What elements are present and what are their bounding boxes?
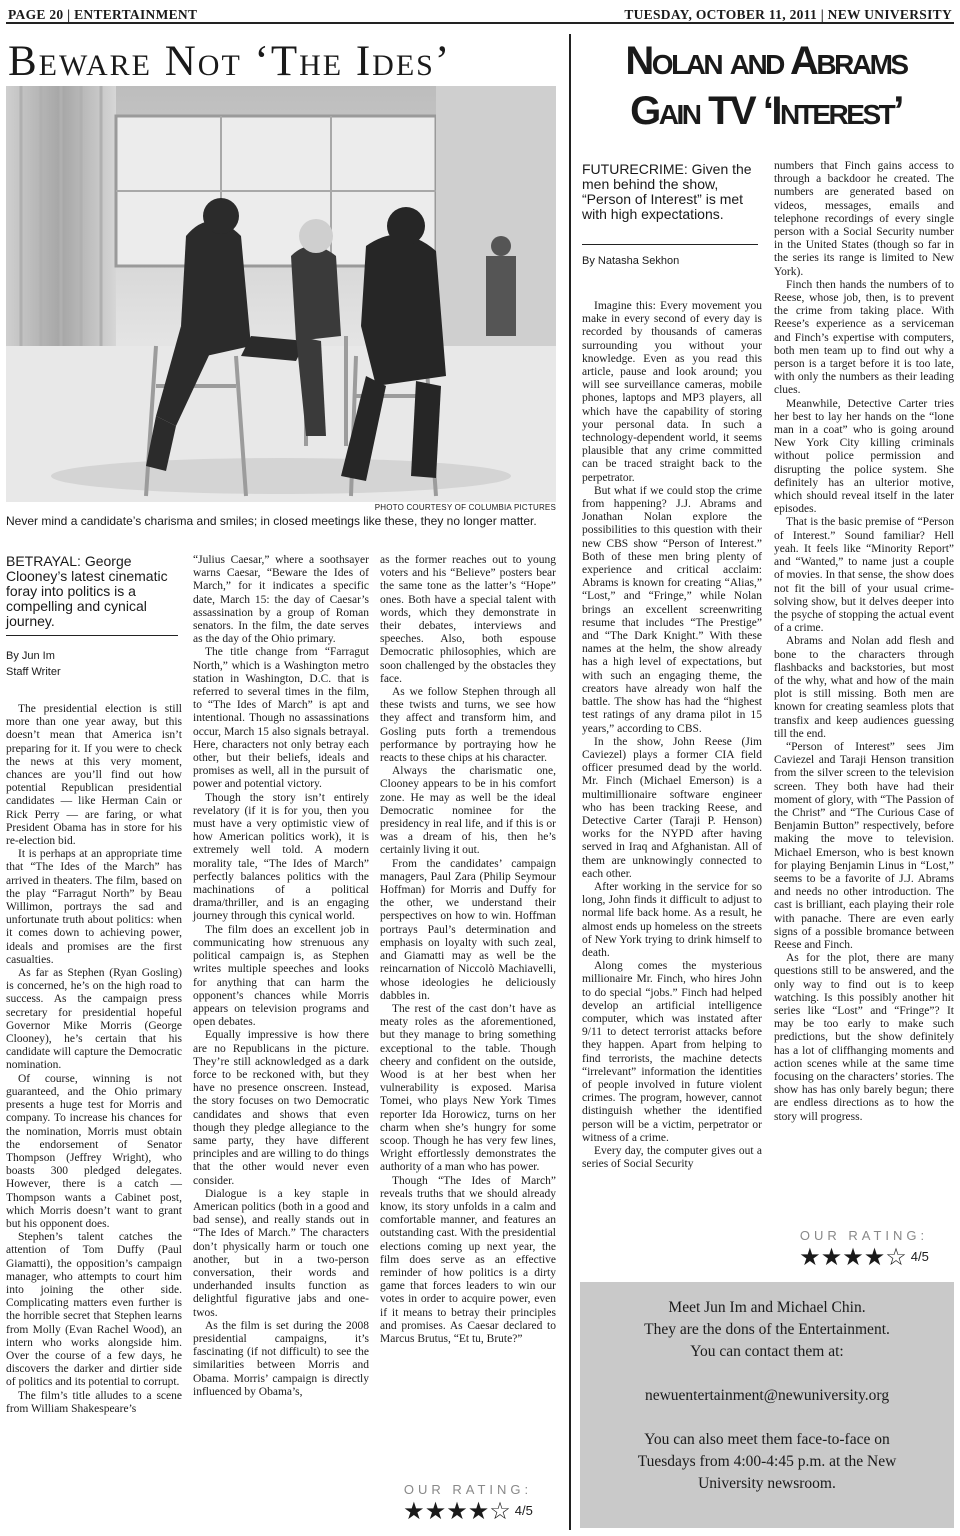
- contact-line: They are the dons of the Entertainment.: [644, 1321, 890, 1338]
- paragraph: Imagine this: Every movement you make in every second of every day is recorded by thousands of cameras surrounding you without your knowledge. Even as you read this article, pause and look around; you will see surveillance cameras, mobile phones, laptops and MP3 players, all which have the capability of storing your personal data. In such a technology-dependent world, it seems plausible that any crime committed can be traced straight back to the perpetrator.: [582, 300, 762, 484]
- rating-label: OUR RATING:: [403, 1482, 533, 1497]
- left-author: By Jun Im: [6, 650, 55, 662]
- left-body-col1: [6, 703, 182, 1416]
- right-headline: [578, 36, 954, 136]
- paragraph: Though the story isn’t entirely revelatory (if it is for you, then you must have a very optimistic view of how American politics work), it is extremely well told. A modern morality tale, “The Ides of March” perfectly balances politics with the machinations of a political drama/thriller, and is an engaging journey through this cynical world.: [193, 791, 369, 923]
- paragraph: The film does an excellent job in communicating how strenuous any political campaign is, as Stephen writes multiple speeches and looks for anything that can harm the opponent’s chances while Morris appears on television programs and open debates.: [193, 923, 369, 1029]
- paragraph: As for the plot, there are many questions still to be answered, and the only way to find out is to keep watching. Is this possibly another hit series like “Lost” and “Fringe”? It may be too early to make such predictions, but the show definitely has a lot of cliffhanging moments and action scenes while at the same time focusing on the characters’ stories. The show has has only barely begun; there are endless directions as to how the story will progress.: [774, 952, 954, 1123]
- left-rating: [380, 1482, 556, 1526]
- paragraph: But what if we could stop the crime from happening? J.J. Abrams and Jonathan Nolan explore the possibilities to this question with their new CBS show “Person of Interest.” Both of these men bring plenty of experience and critical acclaim: Abrams is known for creating “Alias,” “Lost,” and “Fringe,” while Nolan brings an excellent screenwriting resume that includes “The Prestige” and “The Dark Knight.” With these names at the helm, the show already has a high level of expectations, but with such an engaging theme, the creators have already won half the battle. The show has had the “highest test ratings of any drama pilot in 15 years,” according to CBS.: [582, 484, 762, 735]
- contact-line: Tuesdays from 4:00-4:45 p.m. at the New: [637, 1453, 897, 1470]
- paragraph: “Julius Caesar,” where a soothsayer warns Caesar, “Beware the Ides of March,” for it indicates a specific date, March 15: the day of Caesar’s assassination by a group of Roman senators. In the film, the date serves as the day of the Ohio primary.: [193, 554, 369, 646]
- paragraph: Every day, the computer gives out a series of Social Security: [582, 1145, 762, 1171]
- rating-stars-icon: ★★★★☆: [403, 1498, 511, 1525]
- paragraph: Dialogue is a key staple in American politics (both in a good and bad sense), and really stands out in “The Ides of March.” The characters don’t physically harm or touch one another, but in a two-person conversation, their words and underhanded insults function as delightful figurative jabs and one-twos.: [193, 1187, 369, 1319]
- contact-line: University newsroom.: [698, 1475, 836, 1492]
- right-body-col2: [774, 160, 954, 1124]
- paragraph: It is perhaps at an appropriate time that “The Ides of the March” has arrived in theaters. The film, based on the play “Farragut North” by Beau Willimon, portrays the sad and unfortunate truth about politics: when it comes down to achieving power, ideals and promises are the first casualties.: [6, 848, 182, 966]
- left-article-col1: [6, 553, 182, 1416]
- paragraph: Though “The Ides of March” reveals truths that we should already know, its story unfolds in a calm and comfortable manner, and features an outstanding cast. With the presidential elections coming up next year, the film does serve as an effective reminder of how politics is a dirty game that forces leaders to win our votes in order to acquire power, even if it means to betray their principles and promises. As Caesar declared to Marcus Brutus, “Et tu, Brute?”: [380, 1174, 556, 1345]
- right-deck: FUTURECRIME: Given the men behind the show, “Person of Interest” is met with high expectations.: [582, 161, 752, 222]
- paragraph: As we follow Stephen through all these twists and turns, we see how they affect and transform him, and Gosling puts forth a tremendous performance by portraying how he reacts to these chips at his character.: [380, 686, 556, 765]
- right-author: By Natasha Sekhon: [582, 244, 758, 270]
- paragraph: Equally impressive is how there are no Republicans in the picture. They’re still acknowledged as a dark force to be reckoned with, but they have no presence onscreen. Instead, the story focuses on two Democratic candidates and shows that even though they pledge allegiance to the same party, they have different principles and are willing to do things that the other would never even consider.: [193, 1029, 369, 1187]
- paragraph: The title change from “Farragut North,” which is a Washington metro station in Washington, D.C. that is referred to several times in the film, to “The Ides of March” is apt and intentional. Though no assassinations occur, March 15 also signals betrayal. Here, characters not only betray each other, but their beliefs, ideals and promises as well, all in the pursuit of power and potential victory.: [193, 646, 369, 791]
- paragraph: The film’s title alludes to a scene from William Shakespeare’s: [6, 1389, 182, 1415]
- paragraph: “Person of Interest” sees Jim Caviezel and Taraji Henson transition from the silver screen to the television screen. They both have had their moment of glory, with “The Passion of the Christ” and “The Curious Case of Benjamin Button” respectively, before making the move to television. Michael Emerson, who is best known for playing Benjamin Linus in “Lost,” seems to be a favorite of J.J. Abrams and needs no other introduction. The cast is brilliant, each playing their role with panache. There are even early signs of a possible bromance between Reese and Finch.: [774, 740, 954, 951]
- paragraph: numbers that Finch gains access to through a backdoor he created. The numbers are generated based on videos, messages, emails and telephone recordings of every single person with a Social Security number in the United States (though so far in the series its range is limited to New York).: [774, 160, 954, 278]
- right-headline-line1: Nolan and Abrams: [625, 39, 907, 83]
- photo-caption: Never mind a candidate’s charisma and smiles; in closed meetings like these, they no longer matter.: [6, 514, 537, 528]
- contact-email-link[interactable]: newuentertainment@newuniversity.org: [644, 1387, 890, 1404]
- paragraph: As the film is set during the 2008 presidential campaigns, it’s fascinating (if not difficult) to see the similarities between Morris and Obama. Morris’ campaign is directly influenced by Obama’s,: [193, 1319, 369, 1398]
- right-body-col1: [582, 300, 762, 1171]
- page-section-label: PAGE 20 | ENTERTAINMENT: [8, 7, 198, 22]
- paragraph: Along comes the mysterious millionaire Mr. Finch, who hires John to do special “jobs.” Finch had helped develop an artificial intelligence computer, which was instated after 9/11 to detect terrorist attacks before they happen. Apart from helping to find terrorists, the machine detects “irrelevant” information the identities of people involved in future violent crimes. The program, however, cannot distinguish whether the identified person will be a victim, perpetrator or witness of a crime.: [582, 960, 762, 1144]
- left-headline: Beware Not ‘The Ides’: [8, 38, 452, 85]
- paragraph: That is the basic premise of “Person of Interest.” Sound familiar? Hell yeah. It feels like “Minority Report” and “Wanted,” to name just a couple of movies. In that sense, the show does not fit the bill of your usual crime-solving show, but it delves deeper into the psyche of stopping the actual event of a crime.: [774, 516, 954, 635]
- paragraph: Abrams and Nolan add flesh and bone to the characters through flashbacks and backstories, but most of the why, what and how of the main plot is still missing. Both men are known for creating seamless plots that transfix and keep audiences guessing till the end.: [774, 635, 954, 740]
- issue-date-label: TUESDAY, OCTOBER 11, 2011 | NEW UNIVERSITY: [624, 7, 952, 22]
- right-rating: [774, 1228, 954, 1272]
- paragraph: Always the charismatic one, Clooney appears to be in his comfort zone. He may as well be the ideal Democratic nominee for the presidency in real life, and if this is or was a dream of his, then he’s certainly living it out.: [380, 765, 556, 857]
- paragraph: The presidential election is still more than one year away, but this doesn’t mean that America isn’t preparing for it. If you were to check the news at this very moment, chances are you’ll find out how potential Republican presidential candidates — like Herman Cain or Rick Perry — are faring, or what President Obama has in store for his re-election bid.: [6, 703, 182, 848]
- rating-stars-icon: ★★★★☆: [799, 1244, 907, 1271]
- rating-label: OUR RATING:: [799, 1228, 929, 1243]
- contact-box: [580, 1282, 954, 1528]
- paragraph: Stephen’s talent catches the attention of Tom Duffy (Paul Giamatti), the opposition’s campaign manager, who attempts to court him into joining the other side. Complicating matters even further is the horrible secret that Stephen learns from Molly (Evan Rachel Wood), an intern who works alongside him. Over the course of a few days, he discovers the darker and dirtier side of politics and its potential to corrupt.: [6, 1231, 182, 1389]
- photo-illustration: [6, 86, 556, 502]
- paragraph: In the show, John Reese (Jim Caviezel) plays a former CIA field officer presumed dead by the world. Mr. Finch (Michael Emerson) is a multimillionaire software engineer who has been tracking Reese, and Detective Carter (Taraji P. Henson) works for the NYPD after having served in Iraq and Afghanistan. All of them are unknowingly connected to each other.: [582, 735, 762, 880]
- contact-line: You can also meet them face-to-face on: [644, 1431, 890, 1448]
- right-article-col1: [582, 162, 762, 1171]
- paragraph: The rest of the cast don’t have as meaty roles as the aforementioned, but they manage to bring something exceptional to the table. Though cheery and confident on the outside, Wood is at her best when her vulnerability is exposed. Marisa Tomei, who plays New York Times reporter Ida Horowicz, turns on her charm when she’s hungry for some scoop. Though he has very few lines, Wright effortlessly demonstrates the authority of a man who has power.: [380, 1002, 556, 1174]
- page-header: [6, 4, 954, 24]
- left-author-role: Staff Writer: [6, 666, 61, 678]
- paragraph: From the candidates’ campaign managers, Paul Zara (Philip Seymour Hoffman) for Morris and Duffy for the other, we understand their perspectives on how to win. Hoffman portrays Paul’s determination and emphasis on loyalty with such zeal, and Giamatti may as well be the reincarnation of Niccolò Machiavelli, whose ideologies he deliciously dabbles in.: [380, 857, 556, 1002]
- rating-value: 4/5: [910, 1249, 929, 1264]
- contact-line: Meet Jun Im and Michael Chin.: [668, 1299, 866, 1316]
- left-body-col2: [193, 554, 369, 1399]
- paragraph: Of course, winning is not guaranteed, and the Ohio primary presents a huge test for Morris and company. To increase his chances for the nomination, Morris must obtain the endorsement of Senator Thompson (Jeffrey Wright), who boasts 300 pledged delegates. However, there is a catch — Thompson wants a Cabinet post, which Morris doesn’t want to grant but his opponent does.: [6, 1072, 182, 1230]
- right-headline-line2: Gain TV ‘Interest’: [630, 89, 902, 133]
- paragraph: Finch then hands the numbers of to Reese, whose job, then, is to prevent the crime from taking place. With Reese’s experience as a serviceman and Finch’s expertise with computers, both men team up to find out why a person is a target before it is too late, with only the numbers as their leading clues.: [774, 278, 954, 397]
- paragraph: After working in the service for so long, John finds it difficult to adjust to normal life back home. As a result, he almost ends up homeless on the streets of New York trying to drink himself to death.: [582, 880, 762, 959]
- article-photo: [6, 86, 556, 502]
- paragraph: as the former reaches out to young voters and his “Believe” posters bear the same tone as the latter’s “Hope” ones. Both have a special talent with words, which they demonstrate in their debates, interviews and speeches. Also, both espouse Democratic philosophies, which are soon challenged by the obstacles they face.: [380, 554, 556, 685]
- paragraph: As far as Stephen (Ryan Gosling) is concerned, he’s on the high road to success. As the campaign press secretary for presidential hopeful Governor Mike Morris (George Clooney), he’s certain that his candidate will capture the Democratic nomination.: [6, 967, 182, 1072]
- left-body-col3: [380, 554, 556, 1346]
- paragraph: Meanwhile, Detective Carter tries her best to lay her hands on the “lone man in a coat” who is going around New York City killing criminals without police permission and disrupting the police system. She definitely has an ulterior motive, which should reveal itself in the later episodes.: [774, 397, 954, 516]
- photo-credit: PHOTO COURTESY OF COLUMBIA PICTURES: [374, 503, 556, 512]
- rating-value: 4/5: [514, 1503, 533, 1518]
- left-deck: BETRAYAL: George Clooney’s latest cinematic foray into politics is a compelling and cynical journey.: [6, 554, 178, 636]
- contact-line: You can contact them at:: [690, 1343, 844, 1360]
- column-divider: [569, 34, 571, 1530]
